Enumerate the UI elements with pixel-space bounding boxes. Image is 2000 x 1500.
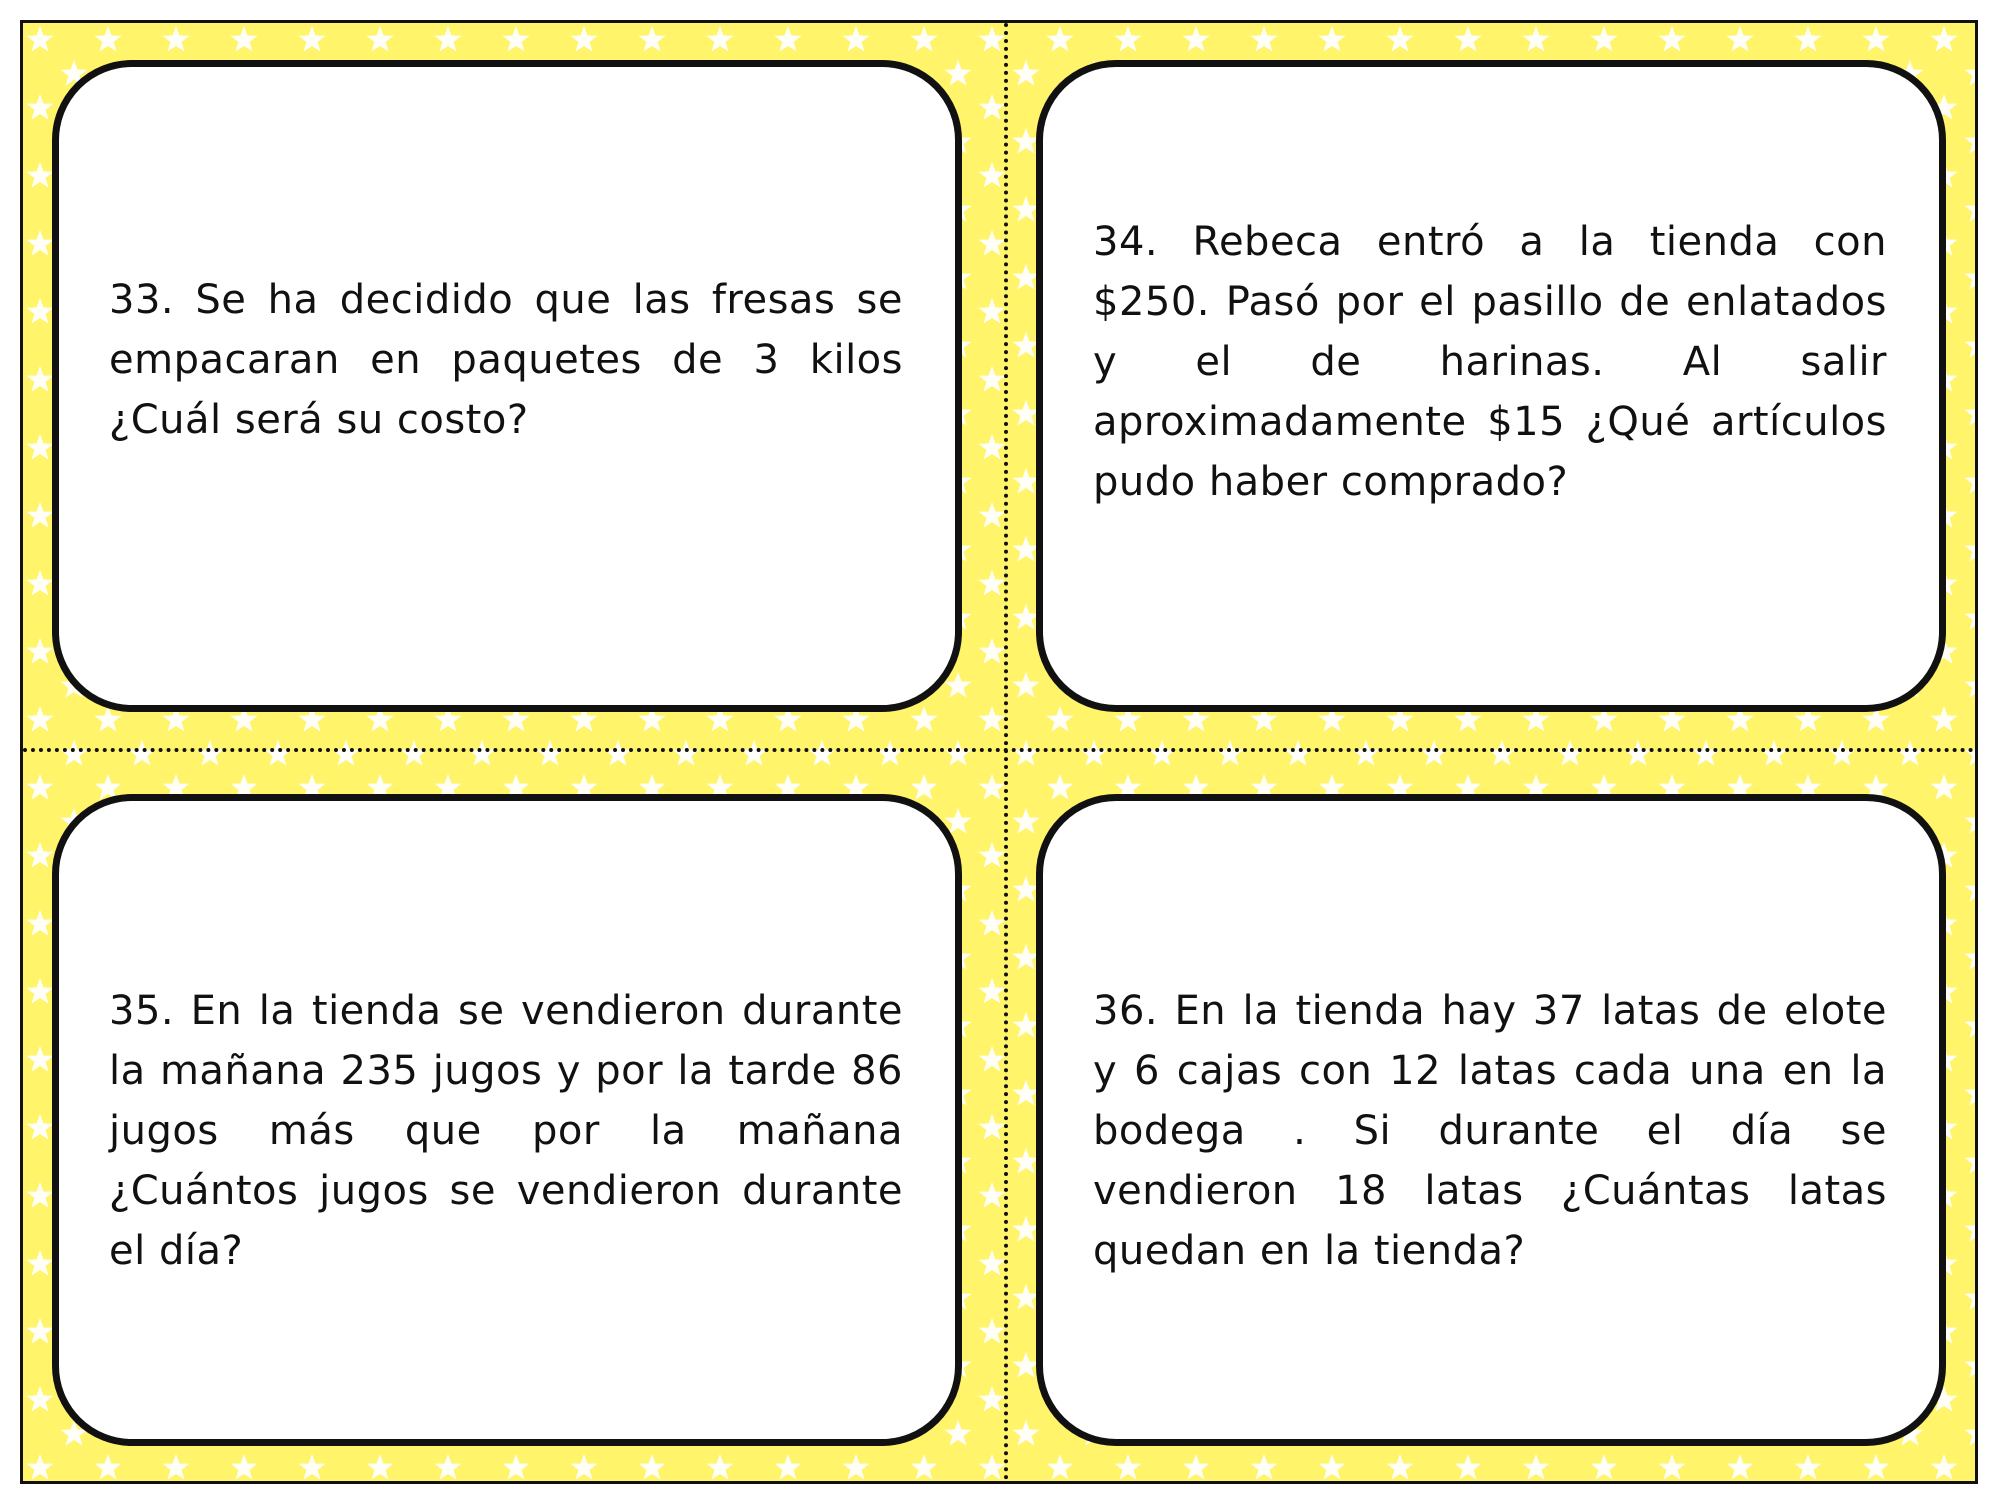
task-card-35 bbox=[52, 794, 962, 1446]
card-problem-text: 35. En la tienda se vendieron durante la mañana 235 jugos y por la tarde 86 jugos más que por la mañana ¿Cuántos jugos se vendieron durante el día? bbox=[109, 988, 903, 1274]
task-card-34 bbox=[1036, 60, 1946, 712]
card-problem-text: 36. En la tienda hay 37 latas de elote y 6 cajas con 12 latas cada una en la bodega . Si durante el día se vendieron 18 latas ¿Cuántas latas quedan en la tienda? bbox=[1093, 988, 1887, 1274]
vertical-cut-line bbox=[1004, 23, 1008, 1481]
card-problem-text: 33. Se ha decidido que las fresas se empacaran en paquetes de 3 kilos ¿Cuál será su costo? bbox=[109, 277, 903, 443]
task-card-36 bbox=[1036, 794, 1946, 1446]
task-card-33 bbox=[52, 60, 962, 712]
task-card-sheet bbox=[20, 20, 1978, 1484]
card-problem-text: 34. Rebeca entró a la tienda con $250. Pasó por el pasillo de enlatados y el de harinas. Al salir aproximadamente $15 ¿Qué artículos pudo haber comprado? bbox=[1093, 219, 1887, 505]
horizontal-cut-line bbox=[23, 748, 1975, 752]
